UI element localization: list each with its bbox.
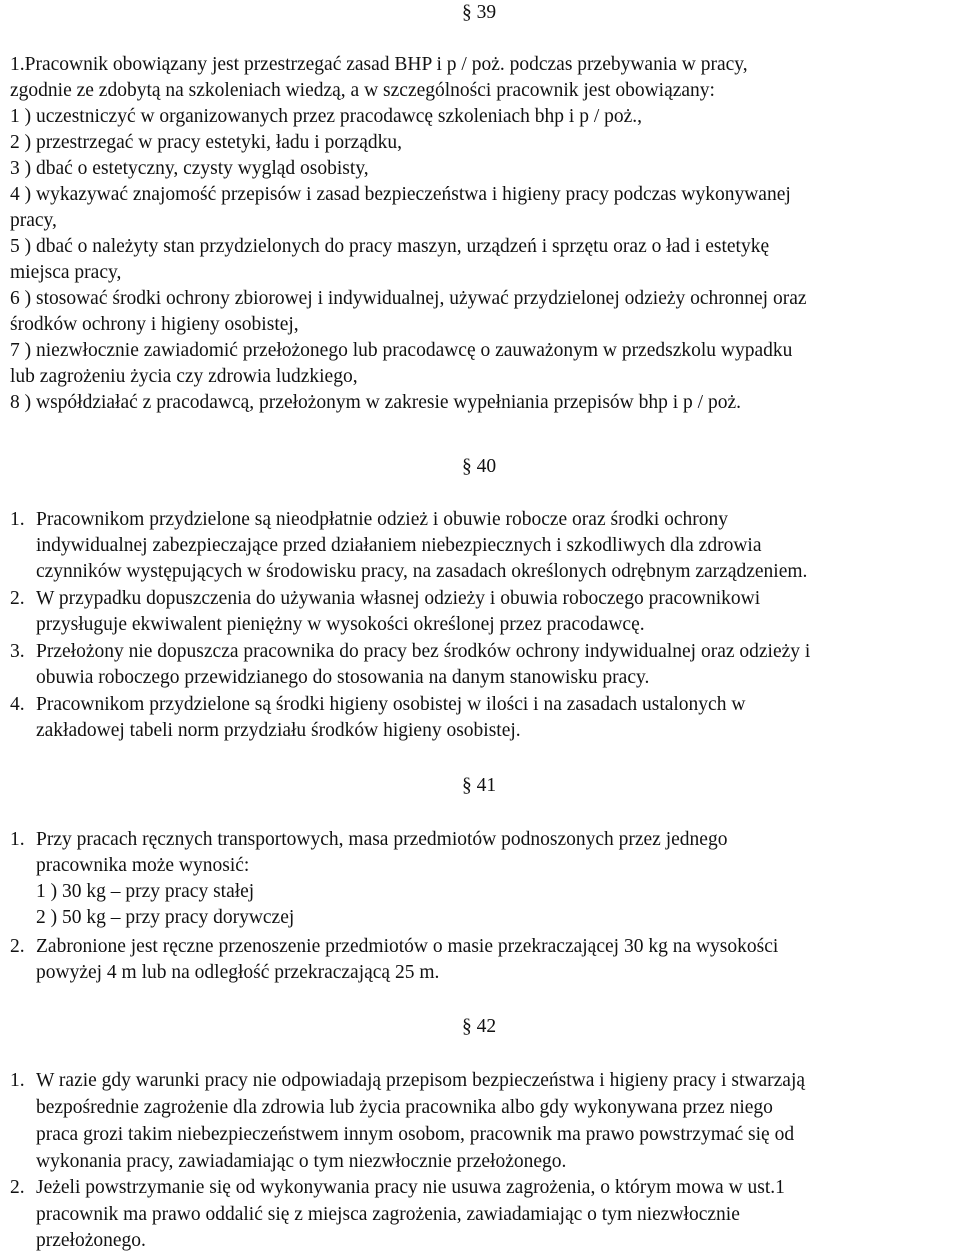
section-42-item-line: W razie gdy warunki pracy nie odpowiadają przepisom bezpieczeństwa i higieny pracy i stwarzają (36, 1070, 806, 1091)
section-39-line: środków ochrony i higieny osobistej, (10, 314, 299, 335)
section-41-item-line: Przy pracach ręcznych transportowych, masa przedmiotów podnoszonych przez jednego (36, 829, 728, 850)
section-42-item-line: bezpośrednie zagrożenie dla zdrowia lub życia pracownika albo gdy wykonywana przez niego (36, 1097, 773, 1118)
section-39-line: miejsca pracy, (10, 262, 122, 283)
section-41-item-line: Zabronione jest ręczne przenoszenie przedmiotów o masie przekraczającej 30 kg na wysokości (36, 936, 779, 957)
section-39-line: 7 ) niezwłocznie zawiadomić przełożonego lub pracodawcę o zauważonym w przedszkolu wypadku (10, 340, 793, 361)
section-42-item-number: 2. (10, 1177, 25, 1198)
section-40-item-line: zakładowej tabeli norm przydziału środków higieny osobistej. (36, 720, 521, 741)
section-39-line: pracy, (10, 210, 57, 231)
section-42-item-line: pracownik ma prawo oddalić się z miejsca zagrożenia, zawiadamiając o tym niezwłocznie (36, 1204, 740, 1225)
section-41-item-line: 1 ) 30 kg – przy pracy stałej (36, 881, 255, 902)
section-42-item-line: Jeżeli powstrzymanie się od wykonywania pracy nie usuwa zagrożenia, o którym mowa w ust.1 (36, 1177, 785, 1198)
section-40-item-number: 4. (10, 694, 25, 715)
section-40-item-line: Pracownikom przydzielone są środki higieny osobistej w ilości i na zasadach ustalonych w (36, 694, 746, 715)
section-41-item-number: 1. (10, 829, 25, 850)
section-41-item-line: powyżej 4 m lub na odległość przekraczającą 25 m. (36, 962, 440, 983)
section-39-line: 1.Pracownik obowiązany jest przestrzegać zasad BHP i p / poż. podczas przebywania w pracy, (10, 54, 748, 75)
section-40-item-line: indywidualnej zabezpieczające przed działaniem niebezpiecznych i szkodliwych dla zdrowia (36, 535, 762, 556)
section-39-line: 8 ) współdziałać z pracodawcą, przełożonym w zakresie wypełniania przepisów bhp i p / poż. (10, 392, 741, 413)
section-41-item-line: 2 ) 50 kg – przy pracy dorywczej (36, 907, 295, 928)
section-39-line: 6 ) stosować środki ochrony zbiorowej i indywidualnej, używać przydzielonej odzieży ochronnej oraz (10, 288, 807, 309)
section-40-item-line: przysługuje ekwiwalent pieniężny w wysokości określonej przez pracodawcę. (36, 614, 645, 635)
section-39-line: 4 ) wykazywać znajomość przepisów i zasad bezpieczeństwa i higieny pracy podczas wykonywanej (10, 184, 791, 205)
section-39-line: zgodnie ze zdobytą na szkoleniach wiedzą, a w szczególności pracownik jest obowiązany: (10, 80, 715, 101)
section-42-item-line: praca grozi takim niebezpieczeństwem innym osobom, pracownik ma prawo powstrzymać się od (36, 1124, 795, 1145)
section-40-item-line: Pracownikom przydzielone są nieodpłatnie odzież i obuwie robocze oraz środki ochrony (36, 509, 729, 530)
section-39-line: 3 ) dbać o estetyczny, czysty wygląd osobisty, (10, 158, 369, 179)
section-42-heading: § 42 (462, 1016, 497, 1037)
section-39-line: 5 ) dbać o należyty stan przydzielonych do pracy maszyn, urządzeń i sprzętu oraz o ład i estetykę (10, 236, 770, 257)
section-42-item-line: wykonania pracy, zawiadamiając o tym niezwłocznie przełożonego. (36, 1151, 567, 1172)
section-39-line: lub zagrożeniu życia czy zdrowia ludzkiego, (10, 366, 358, 387)
section-40-item-number: 3. (10, 641, 25, 662)
section-40-item-line: obuwia roboczego przewidzianego do stosowania na danym stanowisku pracy. (36, 667, 650, 688)
section-42-item-line: przełożonego. (36, 1230, 146, 1251)
section-39-heading: § 39 (462, 2, 497, 23)
section-41-item-line: pracownika może wynosić: (36, 855, 250, 876)
section-40-heading: § 40 (462, 456, 497, 477)
section-39-line: 1 ) uczestniczyć w organizowanych przez pracodawcę szkoleniach bhp i p / poż., (10, 106, 643, 127)
section-40-item-number: 2. (10, 588, 25, 609)
section-39-line: 2 ) przestrzegać w pracy estetyki, ładu i porządku, (10, 132, 402, 153)
section-40-item-line: Przełożony nie dopuszcza pracownika do pracy bez środków ochrony indywidualnej oraz odzieży i (36, 641, 811, 662)
section-40-item-line: czynników występujących w środowisku pracy, na zasadach określonych odrębnym zarządzeniem. (36, 561, 808, 582)
section-41-heading: § 41 (462, 775, 497, 796)
section-40-item-line: W przypadku dopuszczenia do używania własnej odzieży i obuwia roboczego pracownikowi (36, 588, 761, 609)
section-40-item-number: 1. (10, 509, 25, 530)
section-41-item-number: 2. (10, 936, 25, 957)
section-42-item-number: 1. (10, 1070, 25, 1091)
